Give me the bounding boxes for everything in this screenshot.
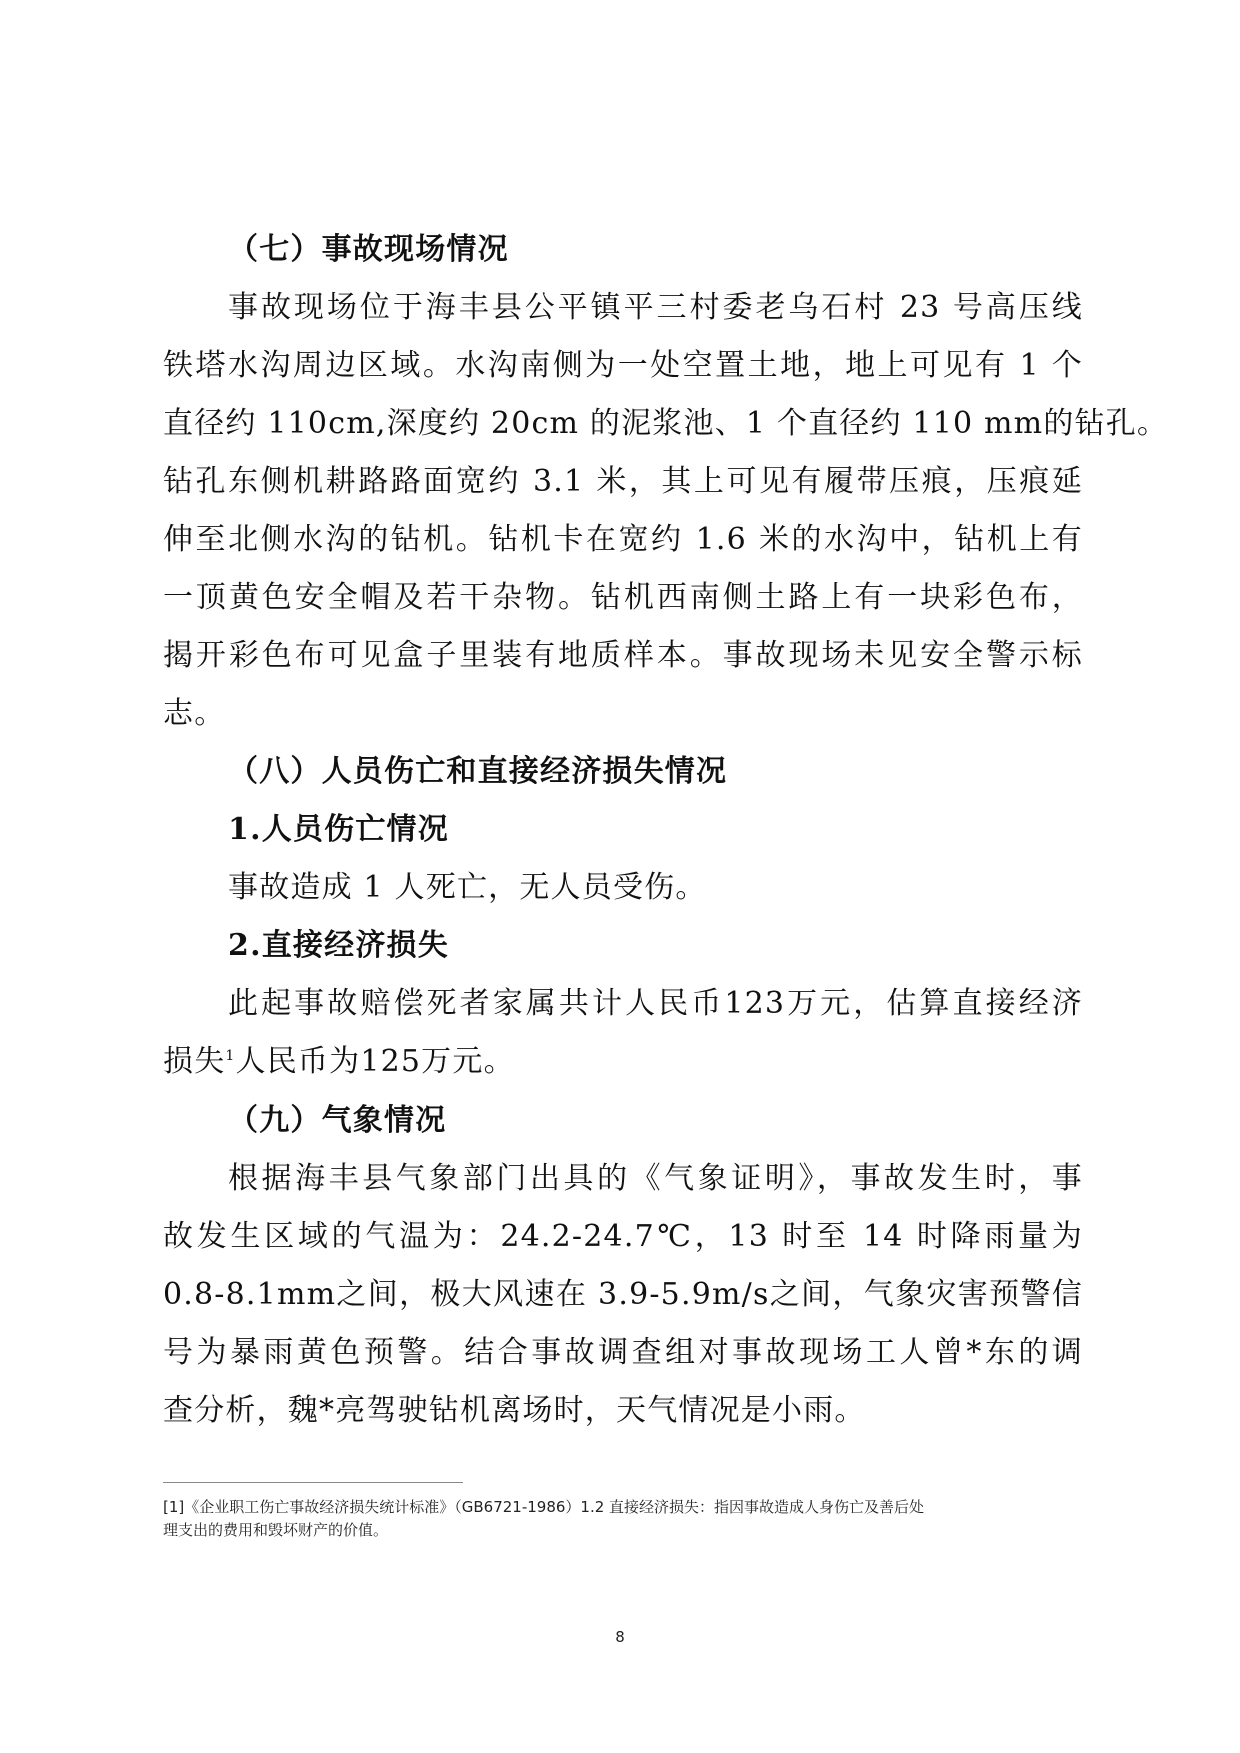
casualties-text: 事故造成 1 人死亡，无人员受伤。 <box>228 870 707 905</box>
paragraph-line: 钻孔东侧机耕路路面宽约 3.1 米，其上可见有履带压痕，压痕延 <box>163 464 1083 499</box>
subsection-casualties-heading: 1.人员伤亡情况 <box>228 812 449 847</box>
page-number: 8 <box>615 1628 625 1646</box>
economic-loss-text-a: 损失 <box>163 1044 226 1079</box>
paragraph-line: 铁塔水沟周边区域。水沟南侧为一处空置土地，地上可见有 1 个 <box>163 348 1083 383</box>
paragraph-line: 事故现场位于海丰县公平镇平三村委老乌石村 23 号高压线 <box>228 290 1083 325</box>
paragraph-line: 志。 <box>163 696 226 731</box>
economic-loss-line-1: 此起事故赔偿死者家属共计人民币123万元，估算直接经济 <box>228 986 1083 1021</box>
economic-loss-text-b: 人民币为125万元。 <box>235 1044 515 1079</box>
paragraph-line: 直径约 110cm,深度约 20cm 的泥浆池、1 个直径约 110 mm的钻孔。 <box>163 406 1169 441</box>
paragraph-line: 查分析，魏*亮驾驶钻机离场时，天气情况是小雨。 <box>163 1393 866 1428</box>
paragraph-line: 0.8-8.1mm之间，极大风速在 3.9-5.9m/s之间，气象灾害预警信 <box>163 1277 1083 1312</box>
footnote-line-2: 理支出的费用和毁坏财产的价值。 <box>163 1521 389 1539</box>
paragraph-line: 一顶黄色安全帽及若干杂物。钻机西南侧土路上有一块彩色布， <box>163 580 1083 615</box>
section-7-heading: （七）事故现场情况 <box>228 232 509 267</box>
paragraph-line: 故发生区域的气温为：24.2-24.7℃，13 时至 14 时降雨量为 <box>163 1219 1083 1254</box>
footnote-divider <box>163 1482 463 1483</box>
paragraph-line: 根据海丰县气象部门出具的《气象证明》，事故发生时，事 <box>228 1161 1083 1196</box>
section-9-heading: （九）气象情况 <box>228 1103 447 1138</box>
subsection-economic-loss-heading: 2.直接经济损失 <box>228 928 449 963</box>
paragraph-line: 揭开彩色布可见盒子里装有地质样本。事故现场未见安全警示标 <box>163 638 1083 673</box>
paragraph-line: 号为暴雨黄色预警。结合事故调查组对事故现场工人曾*东的调 <box>163 1335 1083 1370</box>
economic-loss-line-2 <box>163 1044 1083 1080</box>
footnote-reference[interactable]: 1 <box>225 1048 236 1064</box>
section-8-heading: （八）人员伤亡和直接经济损失情况 <box>228 754 728 789</box>
footnote-line-1: [1]《企业职工伤亡事故经济损失统计标准》（GB6721-1986）1.2 直接经济损失：指因事故造成人身伤亡及善后处 <box>163 1498 925 1516</box>
paragraph-line: 伸至北侧水沟的钻机。钻机卡在宽约 1.6 米的水沟中，钻机上有 <box>163 522 1083 557</box>
